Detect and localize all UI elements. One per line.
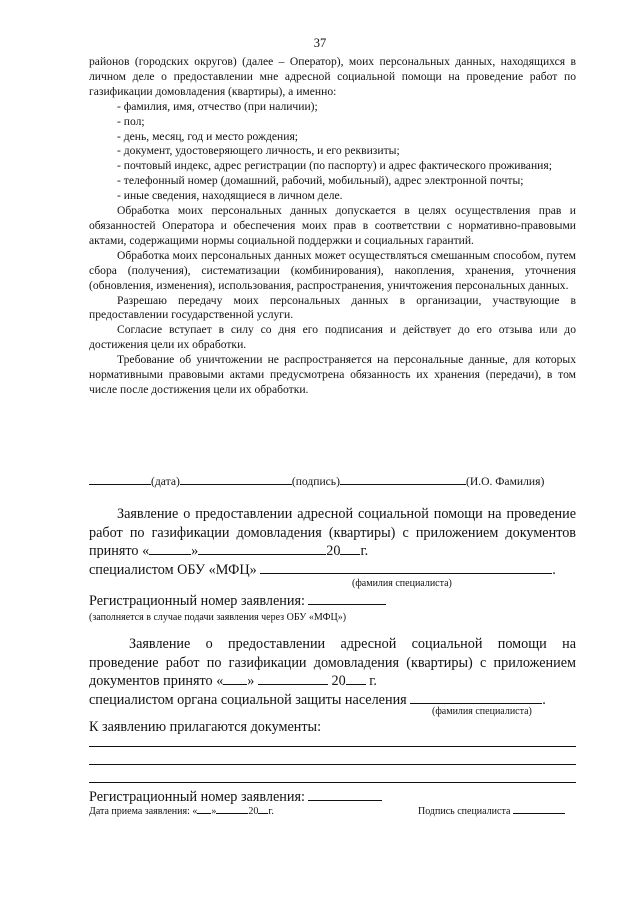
quote-close: » [211, 806, 217, 817]
mfc-reg-hint: (заполняется в случае подачи заявления через ОБУ «МФЦ») [89, 612, 347, 623]
social-specialist-field[interactable] [410, 692, 542, 704]
year-prefix: 20 [331, 673, 346, 690]
specialist-signature [418, 804, 565, 817]
consent-paragraph: Требование об уничтожении не распространяется на персональные данные, для которых нормативными правовыми актами предусмотрена обязанность их хранения (передачи), в том числе после достижения цели их обработки. [89, 353, 576, 396]
attachments-line[interactable] [89, 746, 576, 747]
list-item: - пол; [117, 114, 145, 128]
name-field[interactable] [340, 473, 466, 485]
signature-field[interactable] [180, 473, 292, 485]
page-number: 37 [313, 36, 327, 50]
attachments-label: К заявлению прилагаются документы: [89, 719, 322, 735]
mfc-day-field[interactable] [149, 543, 191, 555]
quote-open: « [216, 673, 224, 690]
consent-paragraph: Обработка моих персональных данных допускается в целях осуществления прав и обязанностей Оператора и обеспечения моих прав в соответствии с нормативно-правовыми актами, содержащими нормы социальной поддержки и социальных гарантий. [89, 204, 576, 247]
list-item: - документ, удостоверяющего личность, и его реквизиты; [117, 144, 400, 158]
list-item: - телефонный номер (домашний, рабочий, мобильный), адрес электронной почты; [117, 174, 524, 188]
signature-caption: (подпись) [291, 475, 340, 488]
date-caption: (дата) [151, 475, 180, 488]
year-prefix: 20 [248, 806, 259, 817]
consent-paragraph: Согласие вступает в силу со дня его подписания и действует до его отзыва или до достижения цели их обработки. [89, 323, 576, 352]
mfc-specialist-label: специалистом ОБУ «МФЦ» [89, 561, 257, 578]
consent-paragraph: Обработка моих персональных данных может осуществляться смешанным способом, путем сбора (получения), систематизации (комбинирования), накопления, хранения, уточнения (обновления, изменения), использования, распространения, уничтожения персональных данных. [89, 248, 576, 292]
social-month-field[interactable] [258, 673, 328, 685]
reception-date-label: Дата приема заявления: [89, 806, 190, 817]
attachments-line[interactable] [89, 782, 576, 783]
social-specialist-label: специалистом органа социальной защиты населения [89, 691, 407, 708]
mfc-reg-label: Регистрационный номер заявления: [89, 593, 305, 609]
mfc-acceptance-text: Заявление о предоставлении адресной социальной помощи на проведение работ по газификации домовладения (квартиры) с приложением документов принято [89, 506, 576, 560]
mfc-month-field[interactable] [198, 543, 326, 555]
year-suffix: г. [369, 673, 377, 690]
quote-close: » [247, 673, 255, 690]
attachments-line[interactable] [89, 764, 576, 765]
mfc-reg-field[interactable] [308, 593, 386, 605]
mfc-acceptance-block: Заявление о предоставлении адресной социальной помощи на проведение работ по газификации домовладения (квартиры) с приложением документов принято « » 20 г. специалистом ОБУ «МФЦ» . [89, 506, 576, 578]
quote-open: « [192, 806, 198, 817]
social-acceptance-text: Заявление о предоставлении адресной социальной помощи на проведение работ по газификации домовладения (квартиры) с приложением документов принято [89, 636, 576, 690]
reception-day-field[interactable] [197, 804, 211, 814]
quote-open: « [142, 543, 150, 560]
registration-label: Регистрационный номер заявления: [89, 789, 305, 805]
year-prefix: 20 [326, 543, 341, 560]
list-item: - почтовый индекс, адрес регистрации (по паспорту) и адрес фактического проживания; [117, 159, 552, 173]
mfc-specialist-field[interactable] [260, 562, 552, 574]
reception-month-field[interactable] [216, 804, 248, 814]
specialist-signature-field[interactable] [513, 804, 565, 814]
year-suffix: г. [268, 806, 274, 817]
list-item: - иные сведения, находящиеся в личном деле. [117, 189, 343, 203]
consent-text [89, 55, 576, 398]
mfc-year-field[interactable] [340, 543, 360, 555]
reception-year-field[interactable] [258, 804, 268, 814]
reception-date [89, 804, 274, 817]
list-item: - день, месяц, год и место рождения; [117, 129, 299, 143]
social-specialist-hint: (фамилия специалиста) [432, 706, 532, 717]
signature-line [89, 473, 576, 488]
year-suffix: г. [360, 543, 369, 560]
consent-paragraph: Разрешаю передачу моих персональных данных в организации, участвующие в предоставлении государственной услуги. [89, 293, 576, 322]
specialist-signature-label: Подпись специалиста [418, 806, 511, 817]
social-acceptance-block: Заявление о предоставлении адресной социальной помощи на проведение работ по газификации домовладения (квартиры) с приложением документов принято « » 20 г. специалистом органа социальной защиты населения . [89, 636, 576, 708]
registration-field[interactable] [308, 789, 382, 801]
consent-intro: районов (городских округов) (далее – Оператор), моих персональных данных, находящихся в личном деле о предоставлении мне адресной социальной помощи на проведение работ по газификации домовладения (квартиры), а именно: [89, 55, 576, 98]
social-year-field[interactable] [346, 673, 366, 685]
social-day-field[interactable] [223, 673, 247, 685]
quote-close: » [191, 543, 199, 560]
mfc-specialist-hint: (фамилия специалиста) [352, 578, 452, 589]
list-item: - фамилия, имя, отчество (при наличии); [117, 99, 318, 113]
name-caption: (И.О. Фамилия) [465, 475, 545, 488]
mfc-registration [89, 592, 576, 611]
date-field[interactable] [89, 473, 151, 485]
